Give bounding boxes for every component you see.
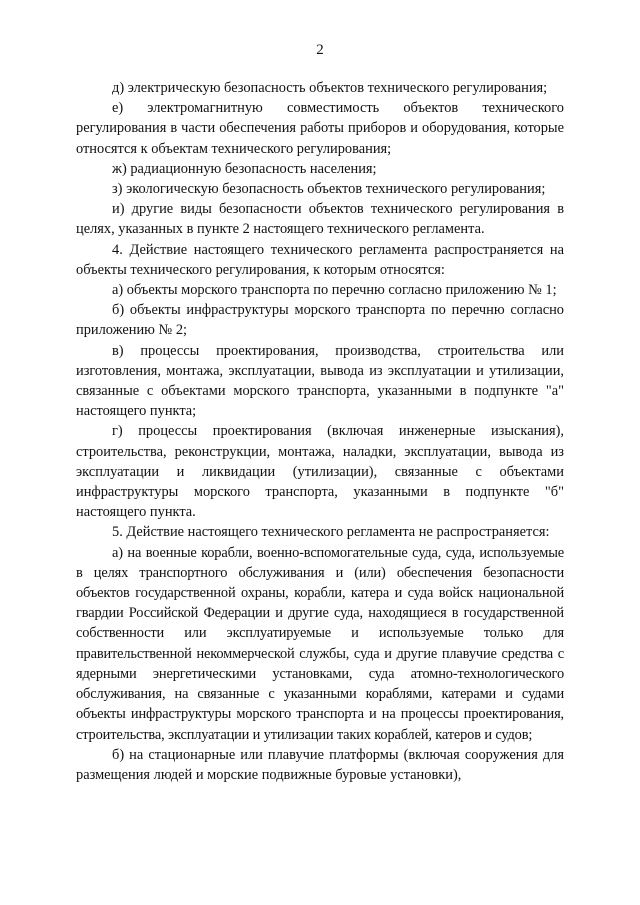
- paragraph-4b: б) объекты инфраструктуры морского транспорта по перечню согласно приложению № 2;: [76, 302, 564, 339]
- paragraph-5a: а) на военные корабли, военно-вспомогательные суда, суда, используемые в целях транспортного обслуживания и (или) обеспечения безопасности объектов государственной охраны, корабли, катера и суда войск национальной гвардии Российской Федерации и другие суда, находящиеся в государственной собственности или эксплуатируемые и используемые только для правительственной некоммерческой службы, суда и другие плавучие средства с ядерными энергетическими установками, суда атомно-технологического обслуживания, на связанные с указанными кораблями, катерами и судами объекты инфраструктуры морского транспорта и на процессы проектирования, строительства, эксплуатации и утилизации таких кораблей, катеров и судов;: [76, 544, 564, 743]
- paragraph-i: и) другие виды безопасности объектов технического регулирования в целях, указанных в пункте 2 настоящего технического регламента.: [76, 201, 564, 238]
- paragraph-e: е) электромагнитную совместимость объектов технического регулирования в части обеспечения работы приборов и оборудования, которые относятся к объектам технического регулирования;: [76, 100, 564, 157]
- paragraph-zh: ж) радиационную безопасность населения;: [112, 160, 377, 177]
- paragraph-4g: г) процессы проектирования (включая инженерные изыскания), строительства, реконструкции, монтажа, наладки, эксплуатации, вывода из эксплуатации и ликвидации (утилизации), связанные с объектами инфраструктуры морского транспорта, указанными в подпункте "б" настоящего пункта.: [76, 423, 564, 521]
- paragraph-5: 5. Действие настоящего технического регламента не распространяется:: [112, 524, 550, 541]
- paragraph-4: 4. Действие настоящего технического регламента распространяется на объекты технического регулирования, к которым относятся:: [76, 241, 564, 278]
- paragraph-z: з) экологическую безопасность объектов технического регулирования;: [112, 181, 546, 198]
- document-body: [76, 78, 564, 785]
- paragraph-d: д) электрическую безопасность объектов технического регулирования;: [112, 80, 548, 96]
- page-number: 2: [316, 42, 324, 58]
- paragraph-4a: а) объекты морского транспорта по перечню согласно приложению № 1;: [112, 282, 557, 299]
- paragraph-5b: б) на стационарные или плавучие платформы (включая сооружения для размещения людей и морские подвижные буровые установки),: [76, 746, 564, 783]
- paragraph-4v: в) процессы проектирования, производства, строительства или изготовления, монтажа, эксплуатации, вывода из эксплуатации и утилизации, связанные с объектами морского транспорта, указанными в подпункте "а" настоящего пункта;: [76, 342, 564, 420]
